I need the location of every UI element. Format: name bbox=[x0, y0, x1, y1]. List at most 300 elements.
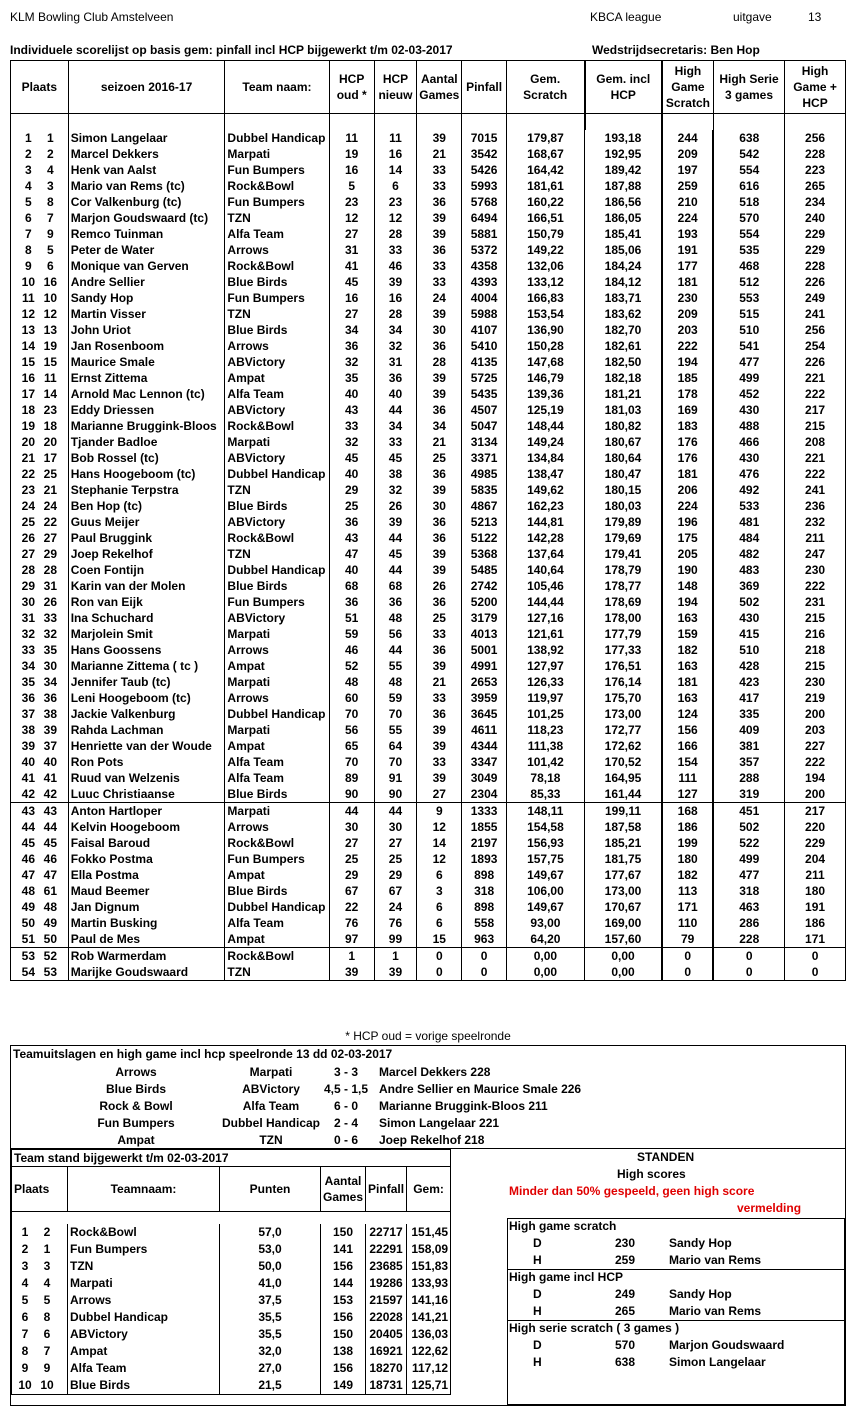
team-name: Dubbel Handicap bbox=[225, 706, 329, 722]
team-name: Rock&Bowl bbox=[225, 835, 329, 851]
high-game-hcp: 254 bbox=[785, 338, 846, 354]
high-serie: 319 bbox=[713, 786, 784, 803]
player-name: Cor Valkenburg (tc) bbox=[68, 194, 225, 210]
pinfall: 963 bbox=[462, 931, 506, 948]
player-name: Anton Hartloper bbox=[68, 803, 225, 820]
rank-previous: 11 bbox=[44, 371, 57, 385]
high-game: 210 bbox=[662, 194, 714, 210]
hcp-new: 30 bbox=[374, 819, 416, 835]
high-game-hcp: 230 bbox=[785, 674, 846, 690]
standings-col-team: Teamnaam: bbox=[68, 1167, 220, 1212]
high-scores-panel bbox=[507, 1149, 845, 1405]
pinfall: 5200 bbox=[462, 594, 506, 610]
games: 39 bbox=[417, 386, 462, 402]
team-name: Fun Bumpers bbox=[225, 162, 329, 178]
games: 27 bbox=[417, 786, 462, 803]
rank-cell bbox=[11, 530, 69, 546]
rank-previous: 14 bbox=[43, 387, 58, 401]
high-serie: 0 bbox=[713, 964, 784, 981]
team-name: Rock&Bowl bbox=[225, 178, 329, 194]
rank-previous: 28 bbox=[43, 563, 58, 577]
high-game-hcp: 234 bbox=[785, 194, 846, 210]
avg-hcp: 157,60 bbox=[585, 931, 662, 948]
standings-points: 53,0 bbox=[220, 1241, 321, 1258]
pinfall: 2742 bbox=[462, 578, 506, 594]
team-name: Ampat bbox=[225, 867, 329, 883]
rank-previous: 6 bbox=[47, 259, 54, 273]
team-rank-previous: 2 bbox=[43, 1225, 51, 1239]
player-row bbox=[11, 194, 846, 210]
team-rank-current: 4 bbox=[21, 1276, 29, 1290]
rank-cell bbox=[11, 770, 69, 786]
standings-games: 150 bbox=[321, 1224, 366, 1241]
player-row bbox=[11, 386, 846, 402]
standings-avg: 141,21 bbox=[407, 1309, 451, 1326]
avg-hcp: 181,03 bbox=[585, 402, 662, 418]
avg-hcp: 176,14 bbox=[585, 674, 662, 690]
rank-cell bbox=[11, 178, 69, 194]
high-game: 186 bbox=[662, 819, 714, 835]
rank-cell bbox=[11, 322, 69, 338]
rank-cell bbox=[11, 402, 69, 418]
avg-hcp: 187,58 bbox=[585, 819, 662, 835]
avg-hcp: 180,03 bbox=[585, 498, 662, 514]
pinfall: 2197 bbox=[462, 835, 506, 851]
hcp-new: 11 bbox=[374, 130, 416, 146]
pinfall: 4991 bbox=[462, 658, 506, 674]
pinfall: 5993 bbox=[462, 178, 506, 194]
player-name: Martin Visser bbox=[68, 306, 225, 322]
standings-row bbox=[12, 1326, 451, 1343]
pinfall: 1333 bbox=[462, 803, 506, 820]
player-row bbox=[11, 530, 846, 546]
pinfall: 898 bbox=[462, 899, 506, 915]
high-game-hcp: 180 bbox=[785, 883, 846, 899]
team-rank-current: 8 bbox=[21, 1344, 29, 1358]
games: 39 bbox=[417, 546, 462, 562]
high-game: 222 bbox=[662, 338, 714, 354]
avg-scratch: 150,79 bbox=[506, 226, 584, 242]
player-row bbox=[11, 546, 846, 562]
rank-current: 37 bbox=[21, 707, 36, 721]
rank-current: 27 bbox=[21, 547, 36, 561]
pinfall: 3049 bbox=[462, 770, 506, 786]
rank-cell bbox=[11, 354, 69, 370]
high-serie: 535 bbox=[713, 242, 784, 258]
rank-cell bbox=[11, 915, 69, 931]
player-row bbox=[11, 835, 846, 851]
hcp-new: 99 bbox=[374, 931, 416, 948]
high-game: 0 bbox=[662, 964, 714, 981]
standings-rank bbox=[12, 1258, 68, 1275]
pinfall: 5122 bbox=[462, 530, 506, 546]
hcp-old: 89 bbox=[329, 770, 374, 786]
hcp-new: 34 bbox=[374, 418, 416, 434]
hcp-new: 44 bbox=[374, 642, 416, 658]
rank-current: 14 bbox=[21, 339, 36, 353]
high-serie: 452 bbox=[713, 386, 784, 402]
hcp-new: 68 bbox=[374, 578, 416, 594]
col-season: seizoen 2016-17 bbox=[68, 61, 225, 114]
hcp-new: 59 bbox=[374, 690, 416, 706]
high-game-hcp: 229 bbox=[785, 242, 846, 258]
team-rank-previous: 5 bbox=[43, 1293, 51, 1307]
high-serie: 510 bbox=[713, 642, 784, 658]
player-name: Hans Hoogeboom (tc) bbox=[68, 466, 225, 482]
team-name: Arrows bbox=[225, 819, 329, 835]
team-name: Alfa Team bbox=[225, 770, 329, 786]
hcp-new: 55 bbox=[374, 722, 416, 738]
player-row bbox=[11, 674, 846, 690]
hcp-old: 35 bbox=[329, 370, 374, 386]
team-rank-previous: 7 bbox=[43, 1344, 51, 1358]
avg-scratch: 125,19 bbox=[506, 402, 584, 418]
player-row bbox=[11, 610, 846, 626]
high-serie: 288 bbox=[713, 770, 784, 786]
avg-scratch: 144,81 bbox=[506, 514, 584, 530]
high-score-type: H bbox=[533, 1253, 542, 1267]
rank-previous: 7 bbox=[47, 211, 54, 225]
avg-scratch: 137,64 bbox=[506, 546, 584, 562]
avg-hcp: 176,51 bbox=[585, 658, 662, 674]
games: 33 bbox=[417, 754, 462, 770]
avg-hcp: 178,77 bbox=[585, 578, 662, 594]
high-serie: 542 bbox=[713, 146, 784, 162]
avg-scratch: 142,28 bbox=[506, 530, 584, 546]
rank-previous: 26 bbox=[43, 595, 58, 609]
rank-current: 48 bbox=[21, 884, 36, 898]
avg-hcp: 173,00 bbox=[585, 706, 662, 722]
match-away-team: Dubbel Handicap bbox=[221, 1116, 320, 1130]
high-scores-title: High scores bbox=[617, 1167, 686, 1181]
standings-rank bbox=[12, 1292, 68, 1309]
high-game-hcp: 231 bbox=[785, 594, 846, 610]
hcp-new: 45 bbox=[374, 450, 416, 466]
games: 33 bbox=[417, 274, 462, 290]
avg-hcp: 182,70 bbox=[585, 322, 662, 338]
team-rank-previous: 3 bbox=[43, 1259, 51, 1273]
standings-games: 149 bbox=[321, 1377, 366, 1395]
player-row bbox=[11, 658, 846, 674]
high-game-hcp: 194 bbox=[785, 770, 846, 786]
high-game: 209 bbox=[662, 306, 714, 322]
team-name: ABVictory bbox=[225, 354, 329, 370]
high-game: 180 bbox=[662, 851, 714, 867]
avg-scratch: 140,64 bbox=[506, 562, 584, 578]
hcp-old: 70 bbox=[329, 754, 374, 770]
avg-scratch: 164,42 bbox=[506, 162, 584, 178]
high-game: 199 bbox=[662, 835, 714, 851]
rank-cell bbox=[11, 754, 69, 770]
avg-hcp: 186,05 bbox=[585, 210, 662, 226]
games: 36 bbox=[417, 594, 462, 610]
high-serie: 533 bbox=[713, 498, 784, 514]
player-name: Bob Rossel (tc) bbox=[68, 450, 225, 466]
hcp-old: 40 bbox=[329, 562, 374, 578]
standings-avg: 133,93 bbox=[407, 1275, 451, 1292]
standings-games: 141 bbox=[321, 1241, 366, 1258]
player-name: Karin van der Molen bbox=[68, 578, 225, 594]
high-serie: 499 bbox=[713, 851, 784, 867]
high-game-hcp: 222 bbox=[785, 578, 846, 594]
hcp-old: 25 bbox=[329, 851, 374, 867]
high-game: 176 bbox=[662, 434, 714, 450]
team-rank-current: 10 bbox=[18, 1378, 32, 1392]
hcp-old: 32 bbox=[329, 354, 374, 370]
standings-team: TZN bbox=[68, 1258, 220, 1275]
high-score-name: Mario van Rems bbox=[669, 1304, 762, 1318]
high-game-hcp: 220 bbox=[785, 819, 846, 835]
rank-previous: 40 bbox=[43, 755, 58, 769]
high-serie: 638 bbox=[713, 130, 784, 146]
rank-previous: 45 bbox=[43, 836, 58, 850]
player-row bbox=[11, 562, 846, 578]
hcp-new: 44 bbox=[374, 402, 416, 418]
rank-previous: 21 bbox=[43, 483, 58, 497]
team-name: Rock&Bowl bbox=[225, 258, 329, 274]
high-game-hcp: 222 bbox=[785, 386, 846, 402]
rank-previous: 25 bbox=[43, 467, 58, 481]
avg-scratch: 64,20 bbox=[506, 931, 584, 948]
standings-pinfall: 22028 bbox=[366, 1309, 407, 1326]
hcp-new: 6 bbox=[374, 178, 416, 194]
hcp-new: 28 bbox=[374, 226, 416, 242]
hcp-new: 45 bbox=[374, 546, 416, 562]
standings-team: Alfa Team bbox=[68, 1360, 220, 1377]
hcp-old: 56 bbox=[329, 722, 374, 738]
high-serie: 228 bbox=[713, 931, 784, 948]
player-name: Ruud van Welzenis bbox=[68, 770, 225, 786]
high-game: 209 bbox=[662, 146, 714, 162]
hcp-new: 33 bbox=[374, 242, 416, 258]
avg-scratch: 118,23 bbox=[506, 722, 584, 738]
rank-cell bbox=[11, 819, 69, 835]
avg-hcp: 192,95 bbox=[585, 146, 662, 162]
team-rank-current: 6 bbox=[21, 1310, 29, 1324]
hcp-old: 70 bbox=[329, 706, 374, 722]
avg-hcp: 170,52 bbox=[585, 754, 662, 770]
hcp-old: 59 bbox=[329, 626, 374, 642]
avg-hcp: 175,70 bbox=[585, 690, 662, 706]
high-score-name: Simon Langelaar bbox=[669, 1355, 766, 1369]
standings-col-plaats: Plaats bbox=[12, 1167, 68, 1212]
rank-previous: 20 bbox=[43, 435, 58, 449]
team-name: ABVictory bbox=[225, 402, 329, 418]
player-name: Henk van Aalst bbox=[68, 162, 225, 178]
rank-current: 51 bbox=[21, 932, 36, 946]
games: 36 bbox=[417, 530, 462, 546]
footnote: * HCP oud = vorige speelronde bbox=[345, 1029, 511, 1043]
high-game-hcp: 186 bbox=[785, 915, 846, 931]
rank-previous: 24 bbox=[43, 499, 58, 513]
team-standings bbox=[10, 1148, 846, 1406]
high-game: 183 bbox=[662, 418, 714, 434]
rank-previous: 32 bbox=[43, 627, 58, 641]
col-avg-hcp: Gem. incl HCP bbox=[585, 61, 662, 114]
hcp-new: 90 bbox=[374, 786, 416, 803]
avg-hcp: 177,67 bbox=[585, 867, 662, 883]
hcp-old: 16 bbox=[329, 290, 374, 306]
standings-games: 144 bbox=[321, 1275, 366, 1292]
rank-current: 18 bbox=[21, 403, 36, 417]
rank-current: 46 bbox=[21, 852, 36, 866]
rank-current: 33 bbox=[21, 643, 36, 657]
pinfall: 5725 bbox=[462, 370, 506, 386]
high-game: 176 bbox=[662, 450, 714, 466]
avg-hcp: 179,41 bbox=[585, 546, 662, 562]
hcp-old: 33 bbox=[329, 418, 374, 434]
high-game-hcp: 256 bbox=[785, 322, 846, 338]
high-score-type: D bbox=[533, 1287, 542, 1301]
match-score: 4,5 - 1,5 bbox=[323, 1082, 369, 1096]
pinfall: 1855 bbox=[462, 819, 506, 835]
high-game-hcp: 191 bbox=[785, 899, 846, 915]
high-serie: 502 bbox=[713, 819, 784, 835]
team-name: ABVictory bbox=[225, 610, 329, 626]
high-game: 169 bbox=[662, 402, 714, 418]
avg-hcp: 177,33 bbox=[585, 642, 662, 658]
team-name: TZN bbox=[225, 546, 329, 562]
hcp-old: 5 bbox=[329, 178, 374, 194]
club-name: KLM Bowling Club Amstelveen bbox=[10, 10, 174, 24]
high-game: 224 bbox=[662, 210, 714, 226]
rank-previous: 13 bbox=[43, 323, 58, 337]
rank-previous: 42 bbox=[43, 787, 58, 801]
games: 26 bbox=[417, 578, 462, 594]
games: 6 bbox=[417, 899, 462, 915]
team-name: Marpati bbox=[225, 722, 329, 738]
games: 15 bbox=[417, 931, 462, 948]
avg-hcp: 173,00 bbox=[585, 883, 662, 899]
team-name: Blue Birds bbox=[225, 498, 329, 514]
player-row bbox=[11, 338, 846, 354]
team-name: Rock&Bowl bbox=[225, 530, 329, 546]
player-row bbox=[11, 306, 846, 322]
high-score-type: D bbox=[533, 1236, 542, 1250]
player-row bbox=[11, 258, 846, 274]
rank-cell bbox=[11, 418, 69, 434]
player-row bbox=[11, 770, 846, 786]
player-name: Faisal Baroud bbox=[68, 835, 225, 851]
high-game: 175 bbox=[662, 530, 714, 546]
rank-current: 12 bbox=[21, 307, 36, 321]
hcp-new: 39 bbox=[374, 514, 416, 530]
rank-current: 44 bbox=[21, 820, 36, 834]
high-score-type: H bbox=[533, 1304, 542, 1318]
high-score-name: Sandy Hop bbox=[669, 1236, 732, 1250]
avg-scratch: 127,97 bbox=[506, 658, 584, 674]
match-high-game: Andre Sellier en Maurice Smale 226 bbox=[379, 1082, 582, 1096]
rank-cell bbox=[11, 867, 69, 883]
high-score-value: 265 bbox=[615, 1304, 636, 1318]
high-game: 259 bbox=[662, 178, 714, 194]
pinfall: 5988 bbox=[462, 306, 506, 322]
hcp-old: 51 bbox=[329, 610, 374, 626]
player-row bbox=[11, 948, 846, 965]
games: 39 bbox=[417, 562, 462, 578]
standings-avg: 136,03 bbox=[407, 1326, 451, 1343]
match-high-game: Joep Rekelhof 218 bbox=[379, 1133, 485, 1147]
rank-previous: 4 bbox=[47, 163, 54, 177]
player-name: Ben Hop (tc) bbox=[68, 498, 225, 514]
standings-col-points: Punten bbox=[220, 1167, 321, 1212]
player-name: Tjander Badloe bbox=[68, 434, 225, 450]
avg-hcp: 199,11 bbox=[585, 803, 662, 820]
pinfall: 5426 bbox=[462, 162, 506, 178]
pinfall: 3645 bbox=[462, 706, 506, 722]
match-home-team: Blue Birds bbox=[105, 1082, 166, 1096]
match-score: 6 - 0 bbox=[333, 1099, 358, 1113]
high-score-group-label: High serie scratch ( 3 games ) bbox=[509, 1321, 680, 1335]
high-score-value: 230 bbox=[615, 1236, 636, 1250]
hcp-old: 23 bbox=[329, 194, 374, 210]
team-name: Blue Birds bbox=[225, 322, 329, 338]
high-game-hcp: 256 bbox=[785, 130, 846, 146]
pinfall: 5485 bbox=[462, 562, 506, 578]
player-row bbox=[11, 754, 846, 770]
rank-cell bbox=[11, 162, 69, 178]
player-name: Ron Pots bbox=[68, 754, 225, 770]
avg-hcp: 182,50 bbox=[585, 354, 662, 370]
games: 9 bbox=[417, 803, 462, 820]
hcp-old: 65 bbox=[329, 738, 374, 754]
pinfall: 318 bbox=[462, 883, 506, 899]
player-row bbox=[11, 162, 846, 178]
high-serie: 477 bbox=[713, 867, 784, 883]
col-team: Team naam: bbox=[225, 61, 329, 114]
rank-cell bbox=[11, 450, 69, 466]
rank-previous: 30 bbox=[43, 659, 58, 673]
standings-points: 37,5 bbox=[220, 1292, 321, 1309]
rank-previous: 17 bbox=[43, 451, 58, 465]
team-rank-current: 7 bbox=[21, 1327, 29, 1341]
avg-hcp: 187,88 bbox=[585, 178, 662, 194]
high-serie: 488 bbox=[713, 418, 784, 434]
high-game-hcp: 222 bbox=[785, 466, 846, 482]
standings-pinfall: 18731 bbox=[366, 1377, 407, 1395]
avg-hcp: 182,61 bbox=[585, 338, 662, 354]
avg-hcp: 181,75 bbox=[585, 851, 662, 867]
high-serie: 518 bbox=[713, 194, 784, 210]
rank-previous: 5 bbox=[47, 243, 54, 257]
pinfall: 558 bbox=[462, 915, 506, 931]
player-row bbox=[11, 226, 846, 242]
hcp-old: 25 bbox=[329, 498, 374, 514]
avg-hcp: 178,69 bbox=[585, 594, 662, 610]
rank-current: 32 bbox=[21, 627, 36, 641]
standings-team: Arrows bbox=[68, 1292, 220, 1309]
high-serie: 468 bbox=[713, 258, 784, 274]
team-name: Arrows bbox=[225, 690, 329, 706]
standings-points: 27,0 bbox=[220, 1360, 321, 1377]
rank-current: 31 bbox=[21, 611, 36, 625]
hcp-new: 46 bbox=[374, 258, 416, 274]
avg-scratch: 78,18 bbox=[506, 770, 584, 786]
rank-previous: 16 bbox=[43, 275, 58, 289]
col-plaats: Plaats bbox=[11, 61, 69, 114]
avg-scratch: 139,36 bbox=[506, 386, 584, 402]
col-high-game-hcp: High Game + HCP bbox=[785, 61, 846, 114]
high-game: 196 bbox=[662, 514, 714, 530]
hcp-new: 70 bbox=[374, 754, 416, 770]
subtitle: Individuele scorelijst op basis gem: pinfall incl HCP bijgewerkt t/m 02-03-2017 bbox=[10, 43, 453, 57]
avg-hcp: 0,00 bbox=[585, 948, 662, 965]
high-score-name: Mario van Rems bbox=[669, 1253, 762, 1267]
avg-hcp: 179,89 bbox=[585, 514, 662, 530]
player-row bbox=[11, 786, 846, 803]
high-serie: 357 bbox=[713, 754, 784, 770]
games: 21 bbox=[417, 434, 462, 450]
